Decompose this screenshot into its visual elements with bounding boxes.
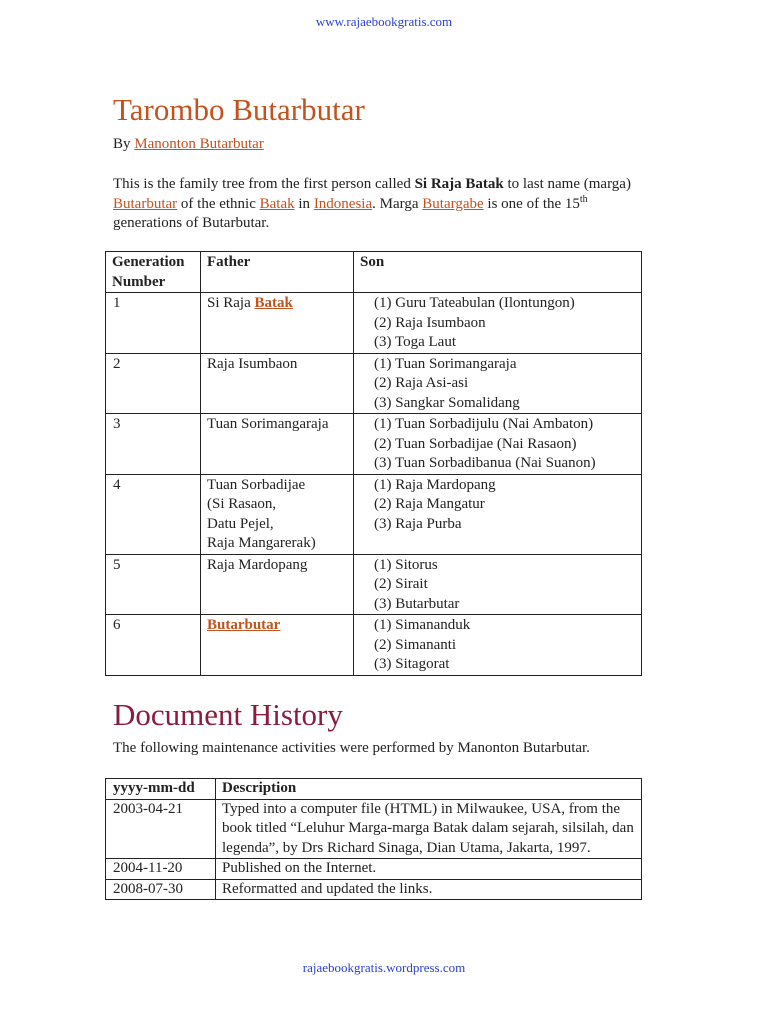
batak-link[interactable]: Batak — [259, 195, 295, 212]
son-cell — [354, 474, 642, 554]
son-item: (3) Sitagorat — [374, 656, 450, 672]
intro-paragraph — [113, 175, 648, 234]
intro-bold-name: Si Raja Batak — [414, 176, 504, 192]
father-prefix: Si Raja — [207, 295, 255, 311]
history-description: Typed into a computer file (HTML) in Milwaukee, USA, from the book titled “Leluhur Marga-marga Batak dalam sejarah, silsilah, dan legenda”, by Drs Richard Sinaga, Dian Utama, Jakarta, 1997. — [216, 799, 642, 859]
son-header: Son — [354, 252, 642, 293]
history-title: Document History — [113, 697, 343, 732]
intro-text-5: . Marga — [372, 195, 423, 212]
son-cell — [354, 615, 642, 676]
father-line: Tuan Sorbadijae — [207, 476, 306, 493]
father-line: Datu Pejel, — [207, 515, 274, 532]
history-date: 2003-04-21 — [106, 799, 216, 859]
father-line: Raja Mangarerak) — [207, 535, 316, 551]
son-item: (3) Tuan Sorbadibanua (Nai Suanon) — [374, 455, 596, 471]
son-cell — [354, 293, 642, 354]
byline — [113, 136, 264, 153]
history-row — [106, 859, 642, 880]
generation-header: Generation Number — [106, 252, 201, 293]
description-header: Description — [216, 779, 642, 800]
son-item: (1) Tuan Sorbadijulu (Nai Ambaton) — [374, 416, 594, 432]
father-line: Raja Isumbaon — [207, 355, 298, 372]
history-body — [106, 799, 642, 900]
tree-row — [106, 293, 642, 354]
history-date: 2008-07-30 — [106, 879, 216, 900]
header-url[interactable]: www.rajaebookgratis.com — [315, 14, 453, 29]
father-cell — [201, 414, 354, 475]
tree-row — [106, 474, 642, 554]
intro-superscript: th — [579, 193, 588, 205]
son-item: (1) Raja Mardopang — [374, 476, 496, 493]
history-header-row — [106, 779, 642, 800]
father-cell — [201, 474, 354, 554]
generation-cell: 1 — [106, 293, 201, 354]
tree-row — [106, 353, 642, 414]
page-title: Tarombo Butarbutar — [113, 92, 365, 127]
son-item: (3) Sangkar Somalidang — [374, 394, 520, 411]
son-item: (2) Raja Mangatur — [374, 496, 485, 512]
date-header: yyyy-mm-dd — [106, 779, 216, 800]
father-header: Father — [201, 252, 354, 293]
author-link[interactable]: Manonton Butarbutar — [134, 136, 264, 152]
tree-row — [106, 414, 642, 475]
history-row — [106, 879, 642, 900]
history-intro: The following maintenance activities were performed by Manonton Butarbutar. — [113, 740, 590, 756]
father-line: Tuan Sorimangaraja — [207, 416, 329, 432]
father-cell — [201, 554, 354, 615]
family-tree-table — [105, 251, 642, 676]
father-link[interactable]: Butarbutar — [207, 617, 281, 633]
indonesia-link[interactable]: Indonesia — [313, 195, 373, 212]
tree-row — [106, 554, 642, 615]
footer-url[interactable]: rajaebookgratis.wordpress.com — [302, 960, 466, 975]
butargabe-link[interactable]: Butargabe — [422, 195, 484, 212]
son-item: (2) Raja Isumbaon — [374, 314, 486, 331]
history-row — [106, 799, 642, 859]
father-line: (Si Rasaon, — [207, 496, 277, 512]
son-item: (2) Sirait — [374, 576, 428, 592]
history-table — [105, 778, 642, 900]
intro-text-4: in — [294, 195, 314, 212]
intro-text-3: of the ethnic — [177, 195, 260, 212]
intro-text-7: generations of Butarbutar. — [113, 215, 270, 231]
son-cell — [354, 414, 642, 475]
son-item: (3) Raja Purba — [374, 515, 462, 532]
son-item: (2) Raja Asi-asi — [374, 375, 469, 391]
son-item: (2) Tuan Sorbadijae (Nai Rasaon) — [374, 435, 577, 452]
father-cell — [201, 293, 354, 354]
son-item: (3) Butarbutar — [374, 595, 460, 612]
history-description: Reformatted and updated the links. — [216, 879, 642, 900]
son-item: (3) Toga Laut — [374, 334, 456, 350]
generation-cell: 2 — [106, 353, 201, 414]
father-cell — [201, 615, 354, 676]
byline-prefix: By — [113, 136, 131, 152]
generation-cell: 5 — [106, 554, 201, 615]
history-description: Published on the Internet. — [216, 859, 642, 880]
son-cell — [354, 554, 642, 615]
butarbutar-link[interactable]: Butarbutar — [113, 195, 178, 212]
generation-cell: 4 — [106, 474, 201, 554]
intro-text-2: to last name (marga) — [503, 176, 631, 192]
son-item: (1) Simananduk — [374, 617, 471, 633]
son-item: (1) Tuan Sorimangaraja — [374, 355, 517, 372]
son-item: (2) Simananti — [374, 636, 457, 653]
son-item: (1) Sitorus — [374, 556, 438, 573]
generation-cell: 6 — [106, 615, 201, 676]
tree-body — [106, 293, 642, 676]
tree-header-row — [106, 252, 642, 293]
intro-text-1: This is the family tree from the first person called — [113, 176, 415, 192]
son-item: (1) Guru Tateabulan (Ilontungon) — [374, 295, 575, 311]
father-line: Raja Mardopang — [207, 556, 308, 573]
intro-text-6: is one of the 15 — [483, 195, 580, 212]
father-cell — [201, 353, 354, 414]
history-date: 2004-11-20 — [106, 859, 216, 880]
father-link[interactable]: Batak — [254, 295, 293, 311]
son-cell — [354, 353, 642, 414]
tree-row — [106, 615, 642, 676]
generation-cell: 3 — [106, 414, 201, 475]
